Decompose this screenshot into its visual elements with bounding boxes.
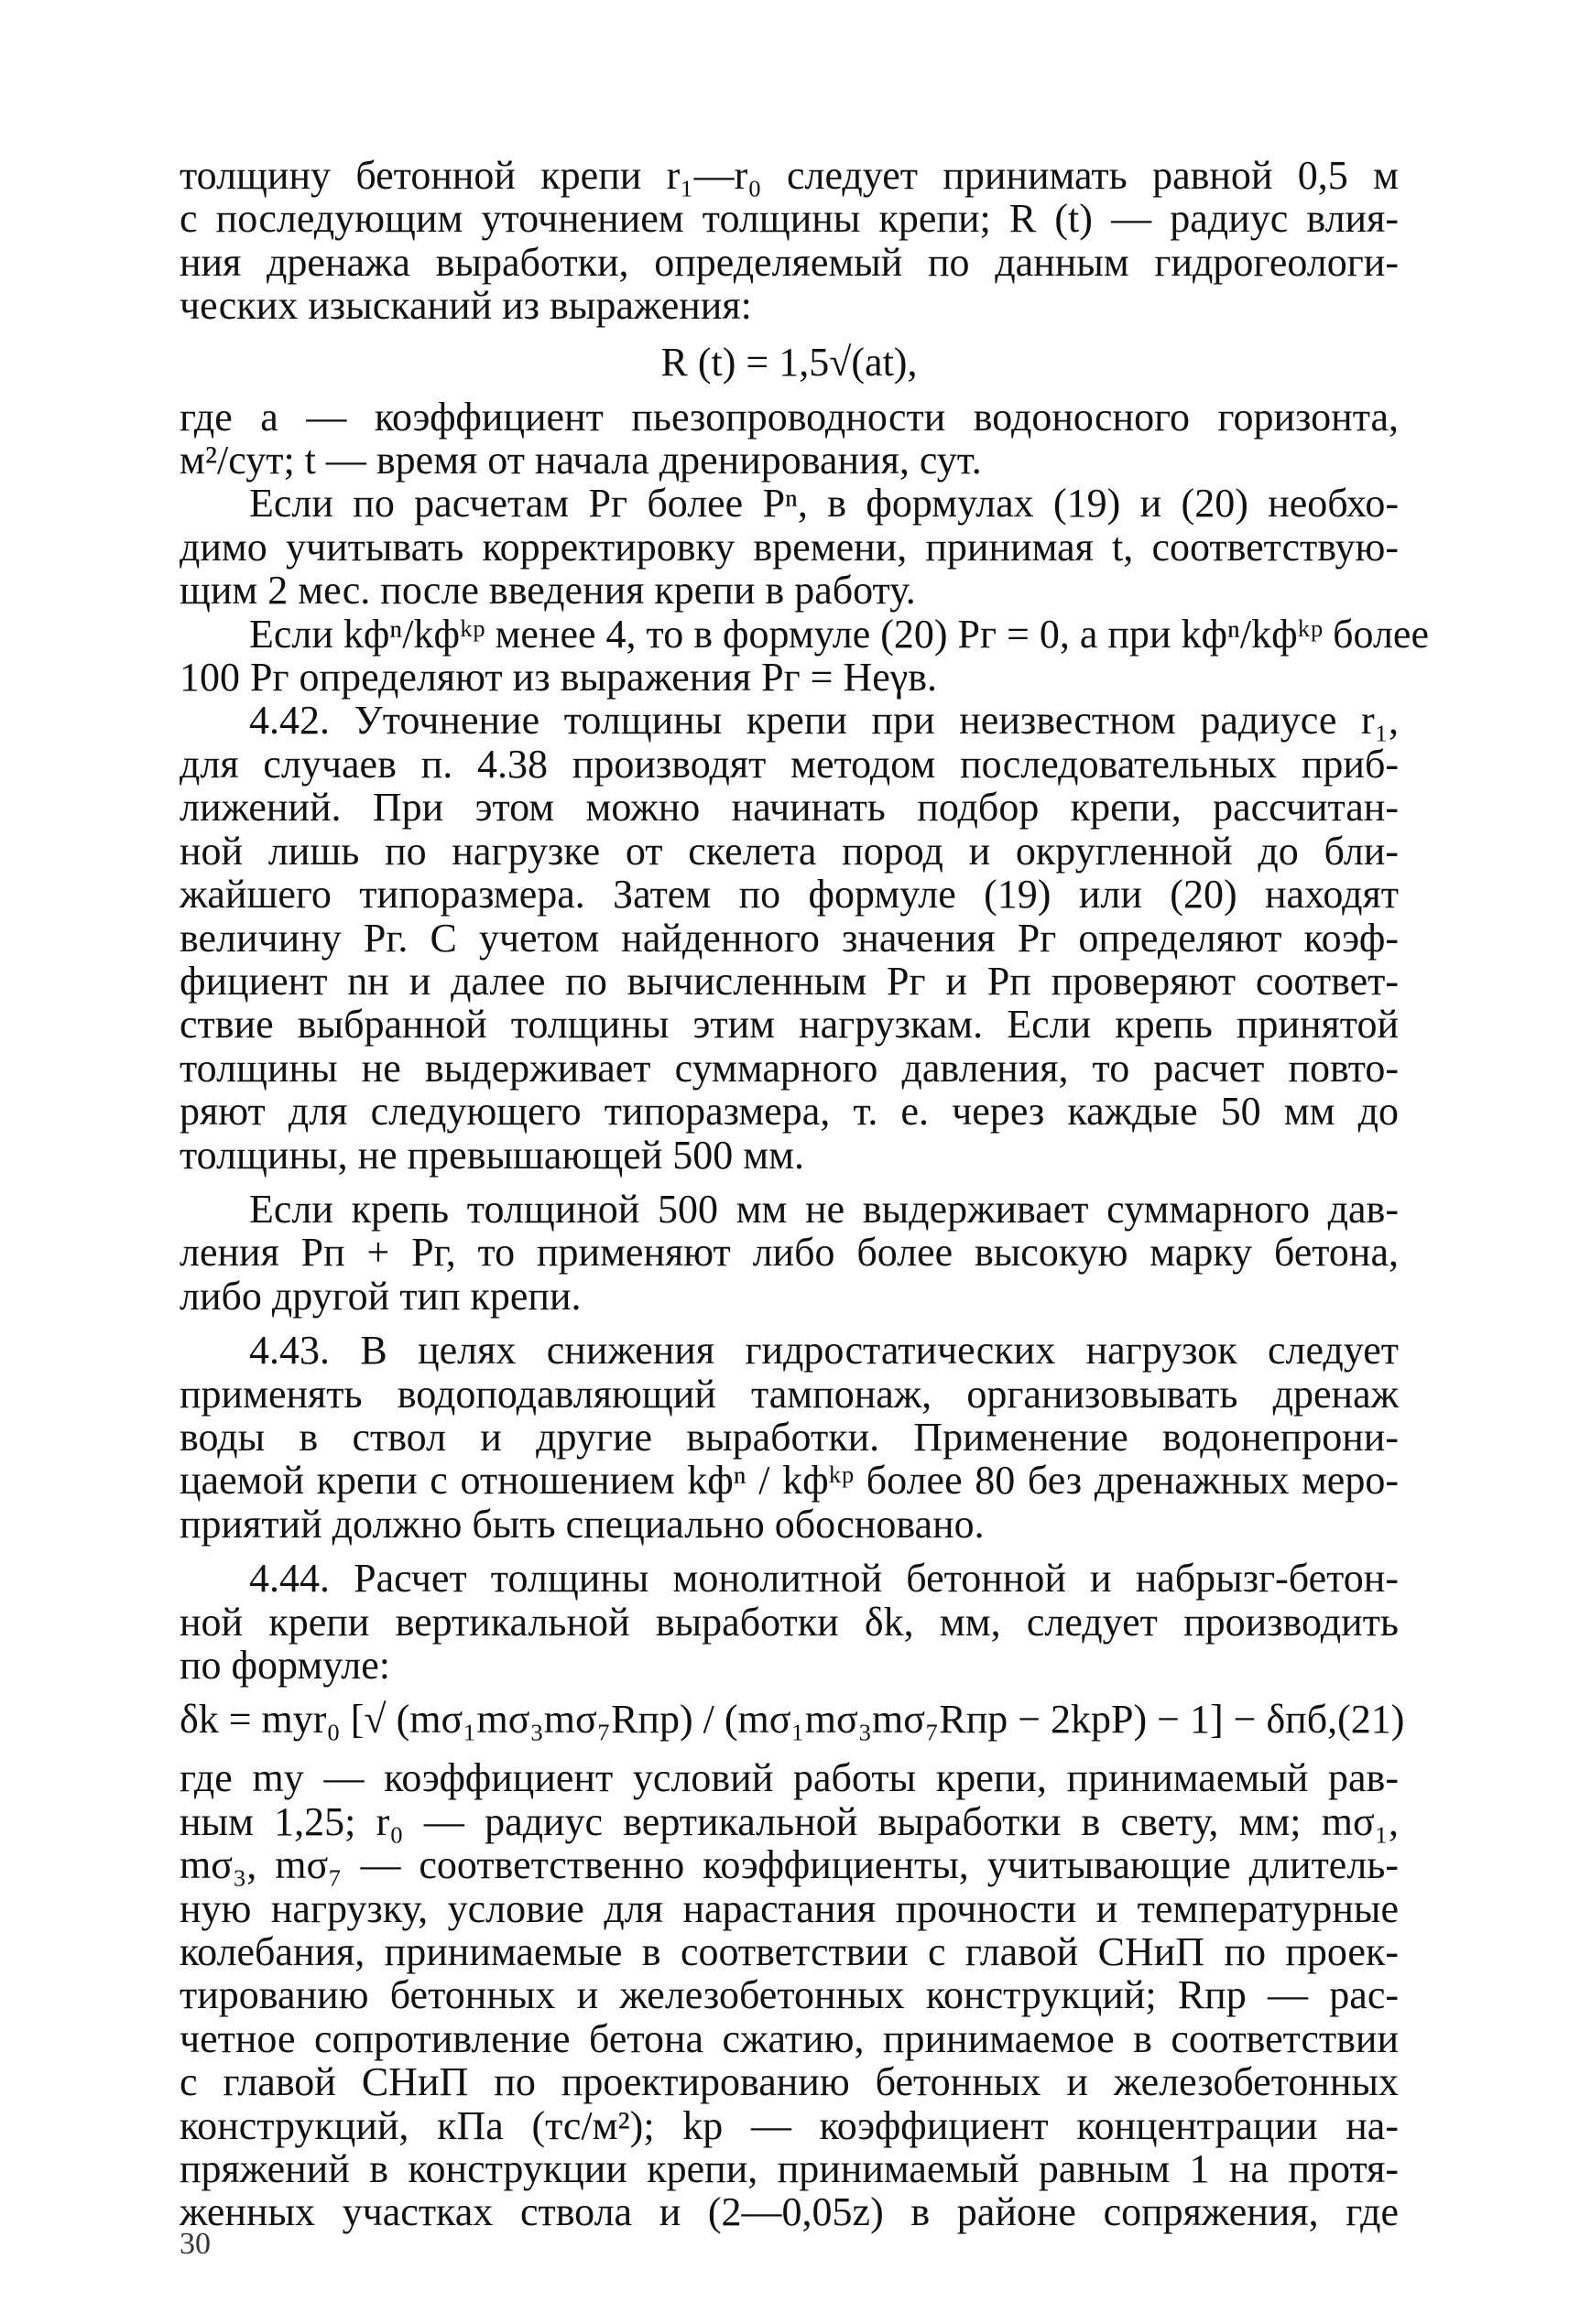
- text-line: четное сопротивление бетона сжатию, принимаемое в соответствии: [180, 2015, 1399, 2061]
- text-line: ным 1,25; r₀ — радиус вертикальной выработки в свету, мм; mσ₁,: [180, 1798, 1399, 1844]
- text-line: по формуле:: [180, 1643, 391, 1688]
- text-line: где a — коэффициент пьезопроводности водоносного горизонта,: [180, 394, 1399, 440]
- text-line: Если по расчетам Pг более Pⁿ, в формулах (19) и (20) необхо-: [249, 481, 1399, 527]
- text-line: толщины не выдерживает суммарного давления, то расчет повто-: [180, 1045, 1399, 1091]
- text-line: ния дренажа выработки, определяемый по данным гидрогеологи-: [180, 239, 1399, 285]
- text-line: воды в ствол и другие выработки. Применение водонепрони-: [180, 1414, 1399, 1460]
- text-line: м²/сут; t — время от начала дренирования, сут.: [180, 438, 982, 483]
- formula-21: [180, 1692, 1405, 1747]
- text-line: толщину бетонной крепи r₁—r₀ следует принимать равной 0,5 м: [180, 153, 1399, 198]
- text-line: лижений. При этом можно начинать подбор крепи, рассчитан-: [180, 785, 1399, 831]
- text-line: с главой СНиП по проектированию бетонных и железобетонных: [180, 2059, 1399, 2105]
- text-line: ствие выбранной толщины этим нагрузкам. Если крепь принятой: [180, 1002, 1399, 1048]
- paragraph-where-a: [180, 396, 1399, 483]
- text-line: колебания, принимаемые в соответствии с главой СНиП по проек-: [180, 1929, 1399, 1975]
- paragraph-4-42: [180, 699, 1399, 1176]
- text-line: 100 Pг определяют из выражения Pг = Hеγв.: [180, 655, 937, 700]
- paragraph-top: [180, 154, 1399, 328]
- text-line: 4.44. Расчет толщины монолитной бетонной и набрызг-бетон-: [249, 1556, 1399, 1602]
- paragraph-500mm: [180, 1188, 1399, 1318]
- paragraph-4-44: [180, 1557, 1399, 1687]
- text-line: 4.42. Уточнение толщины крепи при неизвестном радиусе r₁,: [249, 698, 1399, 744]
- text-line: толщины, не превышающей 500 мм.: [180, 1132, 804, 1178]
- text-line: ческих изысканий из выражения:: [180, 283, 752, 329]
- text-line: 4.43. В целях снижения гидростатических нагрузок следует: [249, 1328, 1399, 1374]
- text-line: пряжений в конструкции крепи, принимаемый равным 1 на протя-: [180, 2146, 1399, 2192]
- text-line: Если kфⁿ/kфᵏᵖ менее 4, то в формуле (20) Pг = 0, а при kфⁿ/kфᵏᵖ более: [249, 611, 1429, 657]
- formula-21-expression: δk = mуr₀ [√ (mσ₁mσ₃mσ₇Rпр) / (mσ₁mσ₃mσ₇Rпр − 2kрP) − 1] − δпб,: [180, 1697, 1338, 1743]
- text-line: где mу — коэффициент условий работы крепи, принимаемый рав-: [180, 1755, 1399, 1801]
- text-line: щим 2 мес. после введения крепи в работу.: [180, 568, 916, 614]
- text-line: тированию бетонных и железобетонных конструкций; Rпр — рас-: [180, 1972, 1399, 2018]
- text-line: женных участках ствола и (2—0,05z) в районе сопряжения, где: [180, 2189, 1399, 2235]
- formula-21-number: (21): [1337, 1697, 1405, 1743]
- text-line: для случаев п. 4.38 производят методом последовательных приб-: [180, 741, 1399, 787]
- text-line: конструкций, кПа (тс/м²); kр — коэффициент концентрации на-: [180, 2102, 1399, 2148]
- paragraph-if-k: [180, 611, 1429, 700]
- text-line: ления Pп + Pг, то применяют либо более высокую марку бетона,: [180, 1230, 1399, 1276]
- text-line: жайшего типоразмера. Затем по формуле (19) или (20) находят: [180, 872, 1399, 918]
- text-line: цаемой крепи с отношением kфⁿ / kфᵏᵖ более 80 без дренажных меро-: [180, 1458, 1399, 1504]
- text-line: приятий должно быть специально обосновано.: [180, 1501, 985, 1547]
- text-line: Если крепь толщиной 500 мм не выдерживает суммарного дав-: [249, 1186, 1399, 1232]
- text-line: либо другой тип крепи.: [180, 1273, 582, 1319]
- paragraph-4-43: [180, 1329, 1399, 1546]
- text-line: ряют для следующего типоразмера, т. е. через каждые 50 мм до: [180, 1089, 1399, 1135]
- text-line: ной крепи вертикальной выработки δk, мм, следует производить: [180, 1599, 1399, 1645]
- paragraph-if-calc: [180, 482, 1399, 612]
- text-line: mσ₃, mσ₇ — соответственно коэффициенты, учитывающие длитель-: [180, 1842, 1399, 1888]
- text-line: применять водоподавляющий тампонаж, организовывать дренаж: [180, 1371, 1399, 1417]
- text-line: ную нагрузку, условие для нарастания прочности и температурные: [180, 1885, 1399, 1931]
- text-line: с последующим уточнением толщины крепи; R (t) — радиус влия-: [180, 196, 1399, 242]
- text-line: величину Pг. С учетом найденного значения Pг определяют коэф-: [180, 915, 1399, 961]
- text-line: фициент nн и далее по вычисленным Pг и Pп проверяют соответ-: [180, 958, 1399, 1004]
- formula-radius: R (t) = 1,5√(at),: [660, 339, 918, 385]
- paragraph-where-m: [180, 1756, 1399, 2233]
- page-number: 30: [180, 2227, 211, 2261]
- text-line: ной лишь по нагрузке от скелета пород и округленной до бли-: [180, 828, 1399, 874]
- text-line: димо учитывать корректировку времени, принимая t, соответствую-: [180, 524, 1399, 570]
